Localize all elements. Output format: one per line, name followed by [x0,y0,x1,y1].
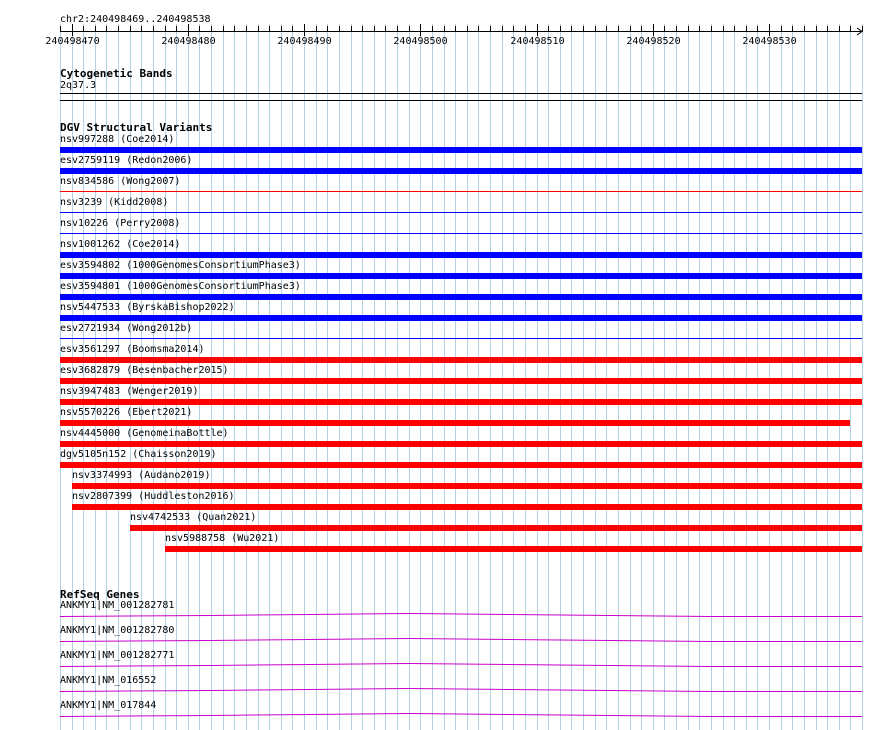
gene-label[interactable]: ANKMY1|NM_001282781 [60,600,175,611]
variant-label[interactable]: nsv1001262 (Coe2014) [60,239,181,250]
variant-label[interactable]: nsv4742533 (Quan2021) [130,512,257,523]
gene-label[interactable]: ANKMY1|NM_001282780 [60,625,175,636]
ruler-tick-label: 240498500 [393,36,448,47]
ruler-tick-label: 240498520 [626,36,681,47]
variant-label[interactable]: esv3561297 (Boomsma2014) [60,344,205,355]
gene-intron-line[interactable] [0,662,890,670]
gene-label[interactable]: ANKMY1|NM_001282771 [60,650,175,661]
variant-label[interactable]: nsv834586 (Wong2007) [60,176,181,187]
variant-label[interactable]: nsv5447533 (ByrskaBishop2022) [60,302,235,313]
variant-label[interactable]: nsv3947483 (Wenger2019) [60,386,199,397]
gene-line [60,689,862,692]
cytoband-track-title: Cytogenetic Bands [60,67,173,80]
gene-label[interactable]: ANKMY1|NM_016552 [60,675,157,686]
gene-line [60,614,862,617]
variant-label[interactable]: dgv5105n152 (Chaisson2019) [60,449,217,460]
dgv-track-title: DGV Structural Variants [60,121,213,134]
variant-label[interactable]: nsv997288 (Coe2014) [60,134,175,145]
variant-label[interactable]: nsv10226 (Perry2008) [60,218,181,229]
variant-label[interactable]: nsv3239 (Kidd2008) [60,197,169,208]
variant-label[interactable]: nsv3374993 (Audano2019) [72,470,211,481]
gene-intron-line[interactable] [0,637,890,645]
ruler-tick-label: 240498510 [510,36,565,47]
variant-label[interactable]: esv3594802 (1000GenomesConsortiumPhase3) [60,260,301,271]
ruler-tick-label: 240498480 [161,36,216,47]
gene-line [60,639,862,642]
gene-line [60,714,862,717]
location-label: chr2:240498469..240498538 [60,14,211,25]
cytoband-label: 2q37.3 [60,80,97,91]
gene-intron-line[interactable] [0,687,890,695]
gene-label[interactable]: ANKMY1|NM_017844 [60,700,157,711]
variant-label[interactable]: nsv2807399 (Huddleston2016) [72,491,235,502]
variant-label[interactable]: esv3594801 (1000GenomesConsortiumPhase3) [60,281,301,292]
variant-label[interactable]: nsv5570226 (Ebert2021) [60,407,193,418]
refseq-track-title: RefSeq Genes [60,588,140,601]
ruler-tick-label: 240498470 [45,36,100,47]
variant-label[interactable]: esv2721934 (Wong2012b) [60,323,193,334]
variant-label[interactable]: nsv4445000 (GenomeinaBottle) [60,428,229,439]
gene-intron-line[interactable] [0,612,890,620]
gene-intron-line[interactable] [0,712,890,720]
variant-label[interactable]: esv3682879 (Besenbacher2015) [60,365,229,376]
gene-line [60,664,862,667]
variant-label[interactable]: nsv5988758 (Wu2021) [165,533,280,544]
variant-label[interactable]: esv2759119 (Redon2006) [60,155,193,166]
ruler-tick-label: 240498490 [277,36,332,47]
ruler-tick-label: 240498530 [742,36,797,47]
